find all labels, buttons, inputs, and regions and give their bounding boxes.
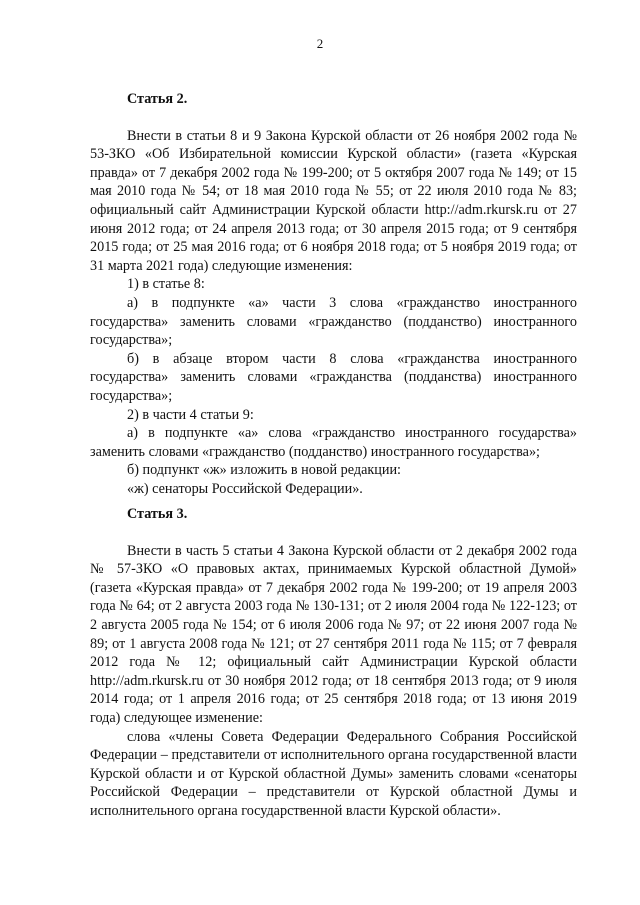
article-3-change: слова «члены Совета Федерации Федерального Собрания Российской Федерации – представители от исполнительного органа государственной власти Курской области и от Курской областной Думы» заменить словами «сенаторы Российской Федерации – представители от Курской областной Думы и исполнительного органа государственной власти Курской области». xyxy=(90,728,577,819)
article-2-intro: Внести в статьи 8 и 9 Закона Курской области от 26 ноября 2002 года № 53-ЗКО «Об Избирательной комиссии Курской области» (газета «Курская правда» от 7 декабря 2002 года № 199-200; от 5 октября 2007 года № 149; от 15 мая 2010 года № 54; от 18 мая 2010 года № 55; от 22 июля 2010 года № 83; официальный сайт Администрации Курской области http://adm.rkursk.ru от 27 июня 2012 года; от 24 апреля 2013 года; от 30 апреля 2015 года; от 9 сентября 2015 года; от 25 мая 2016 года; от 6 ноября 2018 года; от 5 ноября 2019 года; от 31 марта 2021 года) следующие изменения: xyxy=(90,127,577,274)
article-3-section xyxy=(90,505,577,821)
article-2-item-1b: б) в абзаце втором части 8 слова «гражданства иностранного государства» заменить словами «гражданства (подданства) иностранного государства»; xyxy=(90,350,577,404)
article-2-section xyxy=(90,90,577,498)
article-2-item-1: 1) в статье 8: xyxy=(127,276,205,293)
article-2-item-2: 2) в части 4 статьи 9: xyxy=(127,406,254,423)
article-3-intro: Внести в часть 5 статьи 4 Закона Курской области от 2 декабря 2002 года № 57-ЗКО «О правовых актах, принимаемых Курской областной Думой» (газета «Курская правда» от 7 декабря 2002 года № 199-200; от 19 апреля 2003 года № 64; от 2 августа 2003 года № 130-131; от 2 июля 2004 года № 122-123; от 2 августа 2005 года № 154; от 6 июля 2006 года № 97; от 22 июня 2007 года № 89; от 1 августа 2008 года № 121; от 27 сентября 2011 года № 115; от 7 февраля 2012 года № 12; официальный сайт Администрации Курской области http://adm.rkursk.ru от 30 ноября 2012 года; от 18 сентября 2013 года; от 9 июля 2014 года; от 1 апреля 2016 года; от 25 сентября 2018 года; от 13 июня 2019 года) следующее изменение: xyxy=(90,542,577,726)
article-2-item-2b-text: «ж) сенаторы Российской Федерации». xyxy=(127,480,363,497)
article-2-item-2b: б) подпункт «ж» изложить в новой редакции: xyxy=(127,462,401,479)
article-2-heading: Статья 2. xyxy=(127,91,188,107)
article-3-heading: Статья 3. xyxy=(127,506,188,522)
article-2-item-2a: а) в подпункте «а» слова «гражданство иностранного государства» заменить словами «гражданство (подданство) иностранного государства»; xyxy=(90,425,577,460)
article-2-item-1a: а) в подпункте «а» части 3 слова «гражданство иностранного государства» заменить словами «гражданство (подданство) иностранного государства»; xyxy=(90,294,577,349)
page-number: 2 xyxy=(316,36,324,51)
